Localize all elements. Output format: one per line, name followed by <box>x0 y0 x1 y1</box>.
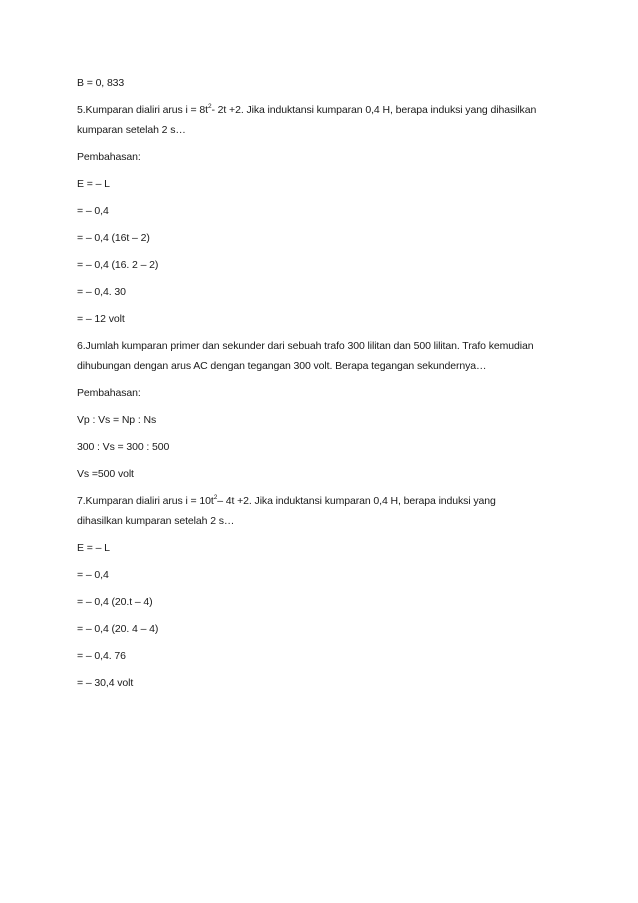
line-text: Pembahasan: <box>77 387 141 399</box>
text-line-equation <box>77 258 158 272</box>
line-text: Vs =500 volt <box>77 468 134 480</box>
text-line-equation <box>77 649 126 663</box>
text-line-problem-6 <box>77 339 533 353</box>
text-line-result <box>77 467 134 481</box>
line-text: – 4t +2. Jika induktansi kumparan 0,4 H, berapa induksi yang <box>217 495 496 507</box>
text-line-equation <box>77 231 150 245</box>
line-text: dihasilkan kumparan setelah 2 s… <box>77 515 235 527</box>
line-text: Pembahasan: <box>77 151 141 163</box>
text-line-problem-6-cont <box>77 359 486 373</box>
text-line-pembahasan <box>77 386 141 400</box>
text-line-equation <box>77 285 126 299</box>
line-text: 6.Jumlah kumparan primer dan sekunder dari sebuah trafo 300 lilitan dan 500 lilitan. Trafo kemudian <box>77 340 534 352</box>
superscript: 2 <box>213 494 218 501</box>
line-text: = – 0,4. 76 <box>77 650 126 662</box>
text-line-problem-5-cont <box>77 123 186 137</box>
line-text: dihubungan dengan arus AC dengan tegangan 300 volt. Berapa tegangan sekundernya… <box>77 360 487 372</box>
text-line-equation <box>77 622 158 636</box>
text-line-problem-7-cont <box>77 514 234 528</box>
line-text: = – 0,4 <box>77 569 109 581</box>
text-line-equation <box>77 204 109 218</box>
line-text: = – 0,4 <box>77 205 109 217</box>
text-line-equation <box>77 541 110 555</box>
line-text: = – 12 volt <box>77 313 125 325</box>
line-text: = – 0,4 (16. 2 – 2) <box>77 259 159 271</box>
text-line-problem-5 <box>77 103 536 117</box>
text-line-result <box>77 312 125 326</box>
line-text: = – 0,4. 30 <box>77 286 126 298</box>
line-text: B = 0, 833 <box>77 77 125 89</box>
text-line-equation <box>77 177 110 191</box>
line-text: kumparan setelah 2 s… <box>77 124 186 136</box>
line-text: = – 0,4 (20.t – 4) <box>77 596 153 608</box>
line-text: = – 0,4 (20. 4 – 4) <box>77 623 159 635</box>
line-text: = – 30,4 volt <box>77 677 134 689</box>
text-line-equation <box>77 413 156 427</box>
text-line-equation <box>77 595 153 609</box>
text-line-equation <box>77 440 169 454</box>
line-text: 7.Kumparan dialiri arus i = 10t <box>77 495 214 507</box>
text-line-equation <box>77 568 109 582</box>
text-line-b-value <box>77 76 124 90</box>
line-text: E = – L <box>77 178 110 190</box>
line-text: - 2t +2. Jika induktansi kumparan 0,4 H, berapa induksi yang dihasilkan <box>211 104 537 116</box>
line-text: E = – L <box>77 542 110 554</box>
line-text: 5.Kumparan dialiri arus i = 8t <box>77 104 208 116</box>
text-line-result <box>77 676 133 690</box>
superscript: 2 <box>207 103 212 110</box>
text-line-pembahasan <box>77 150 141 164</box>
line-text: Vp : Vs = Np : Ns <box>77 414 157 426</box>
line-text: = – 0,4 (16t – 2) <box>77 232 150 244</box>
text-line-problem-7 <box>77 494 496 508</box>
line-text: 300 : Vs = 300 : 500 <box>77 441 170 453</box>
